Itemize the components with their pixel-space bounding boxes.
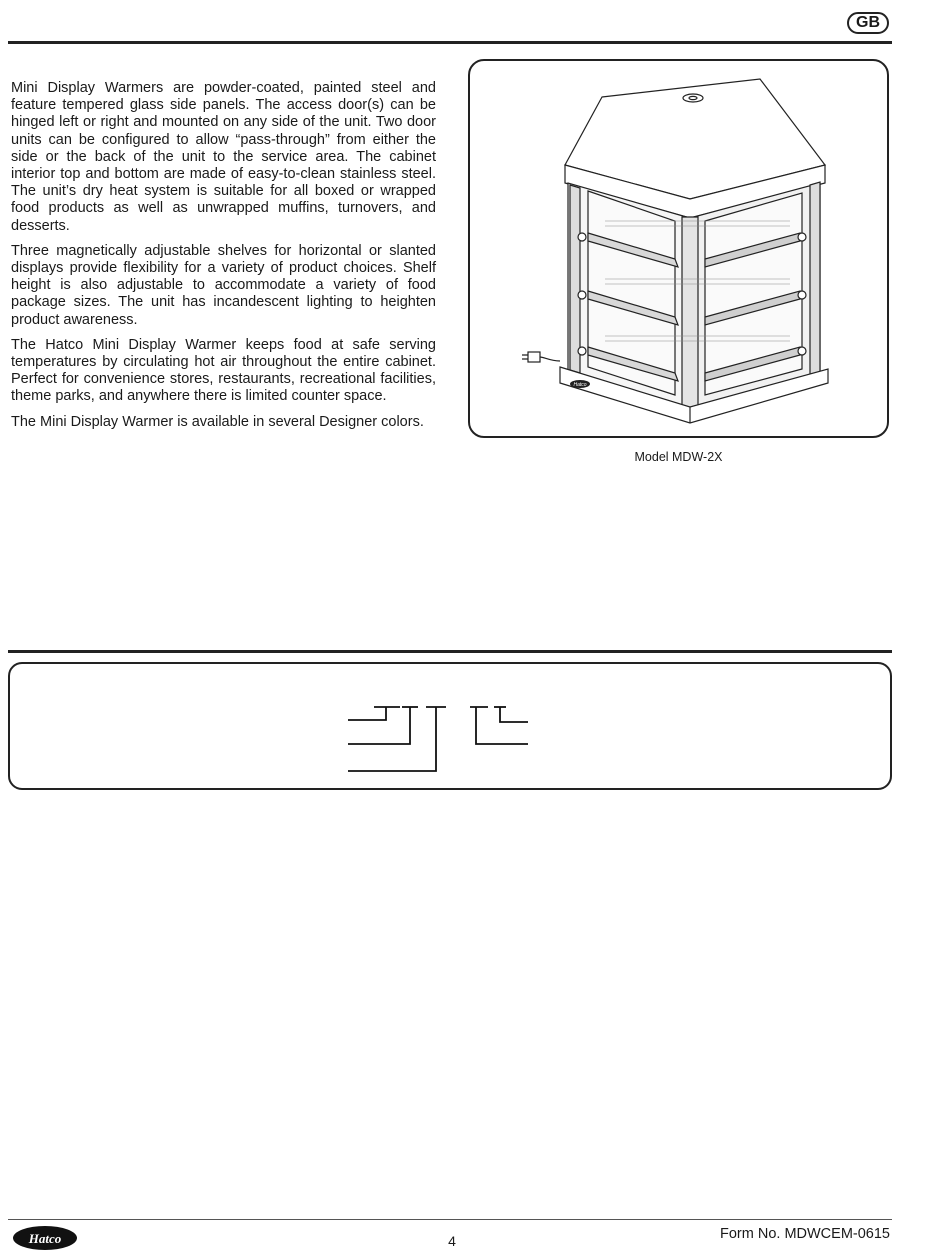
paragraph-1: Mini Display Warmers are powder-coated, painted steel and feature tempered glass side panels. The access door(s) can be hinged left or right and mounted on any side of the unit. Two door units can be configured to allow “pass-through” from either the side or the back of the unit to the service area. The cabinet interior top and bottom are made of easy-to-clean stainless steel. The unit’s dry heat system is suitable for all boxed or wrapped food products as well as unwrapped muffins, turnovers, and desserts. bbox=[11, 80, 436, 234]
figure-caption: Model MDW-2X bbox=[634, 450, 723, 464]
description-text bbox=[11, 80, 436, 439]
product-illustration-frame bbox=[468, 59, 889, 438]
unit-brand-badge: Hatco bbox=[573, 382, 587, 388]
hatco-logo bbox=[12, 1225, 78, 1256]
paragraph-3: The Hatco Mini Display Warmer keeps food at safe serving temperatures by circulating hot air throughout the entire cabinet. Perfect for convenience stores, restaurants, recreational facilities, theme parks, and anywhere there is limited counter space. bbox=[11, 336, 436, 405]
paragraph-4: The Mini Display Warmer is available in several Designer colors. bbox=[11, 413, 424, 430]
model-designation-diagram bbox=[10, 664, 894, 792]
language-badge: GB bbox=[847, 12, 889, 34]
logo-text: Hatco bbox=[28, 1231, 62, 1246]
paragraph-2: Three magnetically adjustable shelves for horizontal or slanted displays provide flexibility for a variety of product choices. Shelf height is also adjustable to accommodate a variety of food package sizes. The unit has incandescent lighting to heighten product awareness. bbox=[11, 242, 436, 328]
footer-divider bbox=[8, 1219, 892, 1220]
top-divider bbox=[8, 41, 892, 44]
display-warmer-illustration bbox=[470, 61, 889, 438]
model-designation-box bbox=[8, 662, 892, 790]
form-number: Form No. MDWCEM-0615 bbox=[720, 1226, 890, 1242]
page-number: 4 bbox=[448, 1233, 456, 1249]
section-divider bbox=[8, 650, 892, 653]
